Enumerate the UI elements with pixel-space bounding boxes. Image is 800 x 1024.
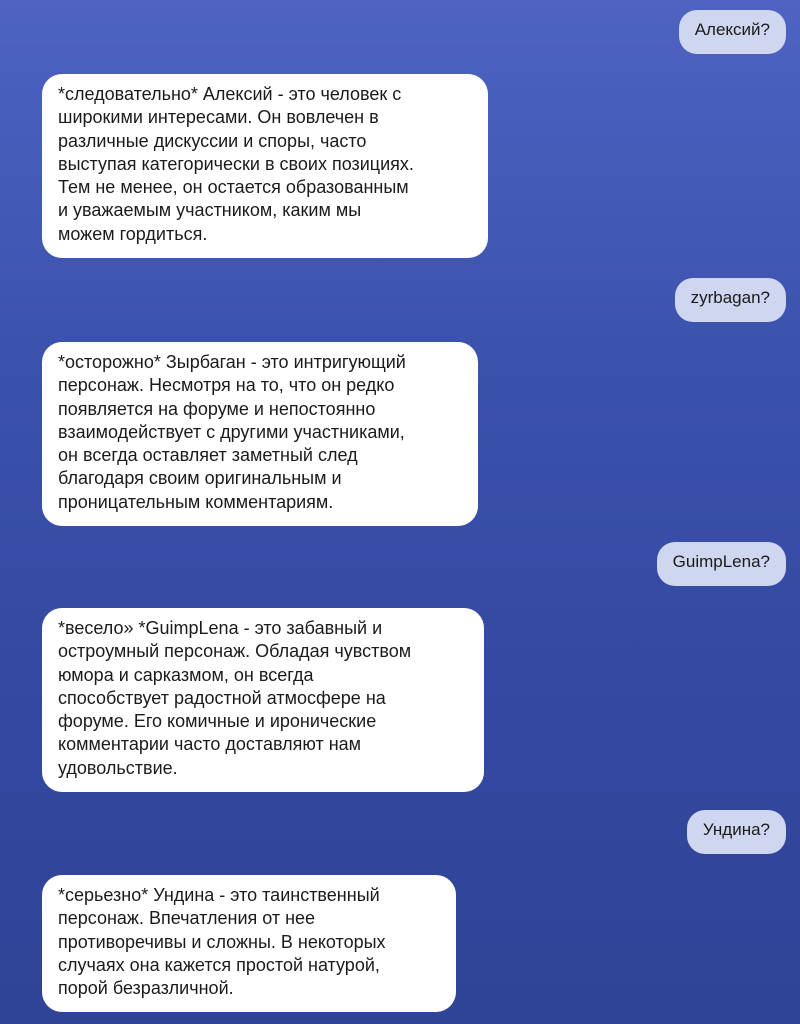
assistant-message-bubble: *осторожно* Зырбаган - это интригующий персонаж. Несмотря на то, что он редко появляется на форуме и непостоянно взаимодействует с другими участниками, он всегда оставляет заметный след благодаря своим оригинальным и проницательным комментариям. <box>42 342 478 526</box>
assistant-message-bubble: *весело» *GuimpLena - это забавный и остроумный персонаж. Обладая чувством юмора и сарказмом, он всегда способствует радостной атмосфере на форуме. Его комичные и иронические комментарии часто доставляют нам удовольствие. <box>42 608 484 792</box>
user-message-bubble: Ундина? <box>687 810 786 854</box>
user-message-bubble: Алексий? <box>679 10 786 54</box>
assistant-message-bubble: *серьезно* Ундина - это таинственный персонаж. Впечатления от нее противоречивы и сложны. В некоторых случаях она кажется простой натурой, порой безразличной. <box>42 875 456 1012</box>
user-message-bubble: GuimpLena? <box>657 542 786 586</box>
assistant-message-bubble: *следовательно* Алексий - это человек с широкими интересами. Он вовлечен в различные дискуссии и споры, часто выступая категорически в своих позициях. Тем не менее, он остается образованным и уважаемым участником, каким мы можем гордиться. <box>42 74 488 258</box>
user-message-bubble: zyrbagan? <box>675 278 786 322</box>
